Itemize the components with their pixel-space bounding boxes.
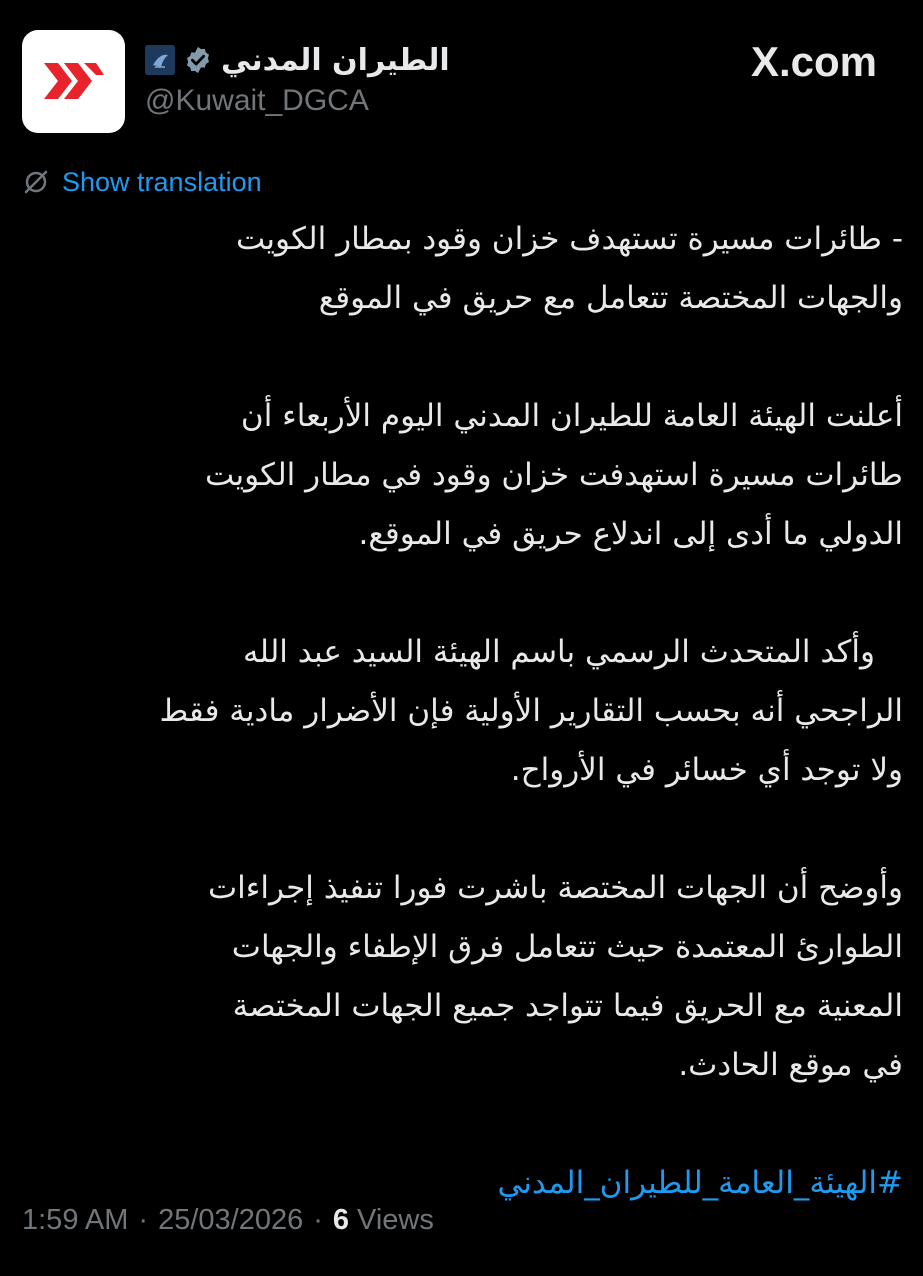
tweet-paragraph	[23, 387, 903, 564]
hashtag-link[interactable]: #الهيئة_العامة_للطيران_المدني	[497, 1165, 903, 1201]
tweet-line: أعلنت الهيئة العامة للطيران المدني اليوم الأربعاء أن	[240, 398, 903, 434]
display-name[interactable]: الطيران المدني	[221, 42, 450, 78]
tweet-time[interactable]: 1:59 AM	[22, 1203, 129, 1236]
no-translation-icon	[22, 168, 50, 196]
verified-icon	[183, 45, 213, 75]
tweet-line: والجهات المختصة تتعامل مع حريق في الموقع	[318, 280, 903, 316]
tweet-line: المعنية مع الحريق فيما تتواجد جميع الجهات المختصة	[232, 988, 903, 1024]
site-label: X.com	[750, 38, 877, 85]
tweet-line: طائرات مسيرة استهدفت خزان وقود في مطار الكويت	[205, 457, 903, 493]
tweet-line: في موقع الحادث.	[678, 1047, 903, 1083]
dgca-logo-icon	[44, 57, 104, 105]
tweet-line: وأوضح أن الجهات المختصة باشرت فورا تنفيذ إجراءات	[208, 870, 903, 906]
tweet-line: الدولي ما أدى إلى اندلاع حريق في الموقع.	[358, 516, 903, 552]
views-count: 6	[332, 1203, 350, 1236]
profile-avatar[interactable]	[22, 30, 125, 133]
tweet-paragraph	[23, 859, 903, 1095]
tweet-line: وأكد المتحدث الرسمي باسم الهيئة السيد عبد الله	[242, 634, 875, 670]
government-badge-icon	[145, 45, 175, 75]
account-handle[interactable]: @Kuwait_DGCA	[145, 84, 369, 117]
meta-separator: ·	[138, 1203, 149, 1236]
views-label: Views	[357, 1203, 434, 1236]
tweet-line: الراجحي أنه بحسب التقارير الأولية فإن الأضرار مادية فقط	[159, 693, 903, 729]
tweet-paragraph	[23, 210, 903, 328]
tweet-paragraph	[23, 623, 903, 800]
tweet-date[interactable]: 25/03/2026	[158, 1203, 304, 1236]
tweet-line: ولا توجد أي خسائر في الأرواح.	[510, 752, 903, 788]
show-translation-row[interactable]	[22, 164, 262, 200]
show-translation-link[interactable]: Show translation	[62, 166, 262, 197]
meta-separator: ·	[313, 1203, 323, 1236]
tweet-text	[23, 210, 903, 1213]
name-row	[145, 38, 450, 82]
tweet-meta	[22, 1200, 434, 1240]
tweet-line: - طائرات مسيرة تستهدف خزان وقود بمطار الكويت	[235, 221, 903, 257]
tweet-line: الطوارئ المعتمدة حيث تتعامل فرق الإطفاء والجهات	[231, 929, 903, 965]
